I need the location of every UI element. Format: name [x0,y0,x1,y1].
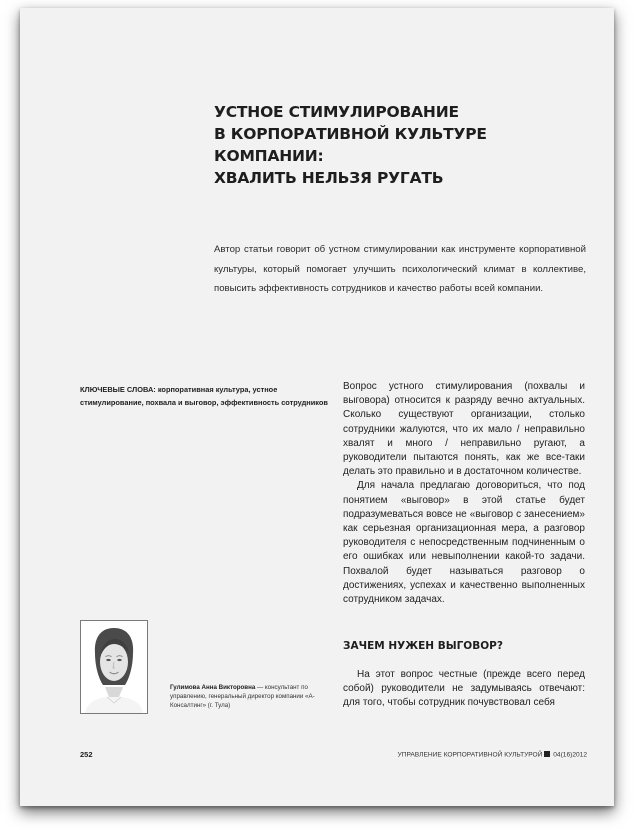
body-paragraph-1: Вопрос устного стимулирования (похвалы и выговора) относится к разряду вечно актуальных. Сколько существуют организации, столько сотрудники жалуются, что их мало / неправильно хвалят и много / неправильно ругают, а руководители пытаются понять, как же все-таки делать это правильно и в достаточном количестве. [343,381,585,478]
body-paragraph-2: Для начала предлагаю договориться, что под понятием «выговор» в этой статье будет подразумеваться вовсе не «выговор с занесением» как серьезная организационная мера, а разговор руководителя с непосредственным подчиненным о его ошибках или невыполнении какой-то задачи. Похвалой будет называться разговор о достижениях, успехах и качественно выполненных сотрудником задачах. [343,480,585,606]
author-bio: — консультант по управлению, генеральный директор компании «А-Консалтинг» (г. Тула) [170,684,315,710]
journal-issue: 04(16)2012 [553,751,587,759]
keywords-label: КЛЮЧЕВЫЕ СЛОВА: [80,385,156,394]
title-line-3: ХВАЛИТЬ НЕЛЬЗЯ РУГАТЬ [214,169,444,187]
author-name: Гулимова Анна Викторовна [170,684,256,691]
author-portrait-image [81,621,147,713]
article-body [343,380,585,607]
title-line-2: В КОРПОРАТИВНОЙ КУЛЬТУРЕ КОМПАНИИ: [214,125,487,165]
magazine-page [20,8,614,806]
journal-footer [398,751,587,759]
keywords-block [80,384,332,409]
section-paragraph-1: На этот вопрос честные (прежде всего перед собой) руководители не задумываясь отвечают: для того, чтобы сотрудник почувствовал себя [343,669,585,709]
title-line-1: УСТНОЕ СТИМУЛИРОВАНИЕ [214,103,459,121]
journal-name: УПРАВЛЕНИЕ КОРПОРАТИВНОЙ КУЛЬТУРОЙ [397,751,543,759]
author-credit [170,683,330,711]
article-abstract: Автор статьи говорит об устном стимулировании как инструменте корпоративной культуры, который помогает улучшить психологический климат в коллективе, повысить эффективность сотрудников и качество работы всей компании. [214,244,586,294]
author-photo [80,620,148,714]
square-bullet-icon [544,751,550,757]
section-heading: ЗАЧЕМ НУЖЕН ВЫГОВОР? [343,640,503,652]
section-body [343,668,585,711]
page-number: 252 [80,750,93,759]
article-title [214,101,594,189]
keywords-text: корпоративная культура, устное стимулирование, похвала и выговор, эффективность сотрудников [80,385,328,407]
